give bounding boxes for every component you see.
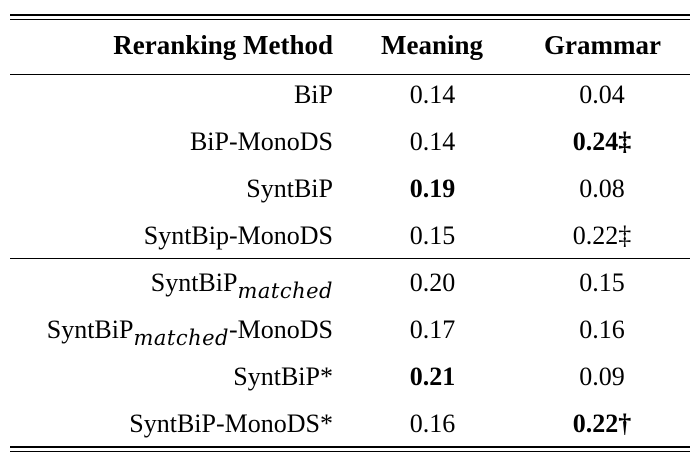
row-method-label <box>129 409 333 439</box>
method-name: SyntBiP-MonoDS* <box>129 409 333 438</box>
method-suffix: -MonoDS <box>228 315 333 344</box>
row-meaning-value: 0.14 <box>409 127 456 156</box>
row-method-label <box>233 362 333 392</box>
header-grammar: Grammar <box>544 30 661 60</box>
table-bottom-rule-thin <box>10 451 690 452</box>
row-grammar-value: 0.16 <box>579 315 625 344</box>
row-grammar-value: 0.08 <box>579 174 625 203</box>
method-name: BiP-MonoDS <box>189 127 333 156</box>
row-meaning-value: 0.14 <box>409 80 456 109</box>
method-subscript: matched <box>237 279 333 303</box>
header-separator-rule <box>10 74 690 75</box>
row-meaning-value: 0.16 <box>409 409 456 438</box>
row-grammar-value: 0.09 <box>579 362 625 391</box>
row-method-label <box>150 268 333 303</box>
method-name: BiP <box>293 80 333 109</box>
table-top-rule-thin <box>10 19 690 20</box>
method-name: SyntBiP <box>46 315 134 344</box>
header-meaning: Meaning <box>380 30 483 60</box>
row-grammar-value: 0.22‡ <box>572 221 632 250</box>
table-bottom-rule <box>10 446 690 448</box>
table-top-rule <box>10 14 690 16</box>
method-subscript: matched <box>133 326 229 350</box>
row-grammar-value: 0.24‡ <box>572 127 632 156</box>
row-method-label <box>294 80 333 110</box>
method-name: SyntBiP <box>150 268 238 297</box>
method-name: SyntBiP <box>246 174 333 203</box>
method-name: SyntBip-MonoDS <box>143 221 333 250</box>
header-reranking-method: Reranking Method <box>113 30 333 60</box>
row-method-label <box>190 127 333 157</box>
row-meaning-value: 0.19 <box>409 174 456 203</box>
row-meaning-value: 0.20 <box>409 268 456 297</box>
row-meaning-value: 0.15 <box>409 221 456 250</box>
row-grammar-value: 0.22† <box>572 409 632 438</box>
row-meaning-value: 0.17 <box>409 315 456 344</box>
row-method-label <box>144 221 333 251</box>
row-grammar-value: 0.04 <box>579 80 625 109</box>
row-method-label <box>246 174 333 204</box>
row-meaning-value: 0.21 <box>409 362 456 391</box>
row-method-label <box>46 315 333 350</box>
row-grammar-value: 0.15 <box>579 268 625 297</box>
group-separator-rule <box>10 258 690 259</box>
method-name: SyntBiP* <box>233 362 333 391</box>
